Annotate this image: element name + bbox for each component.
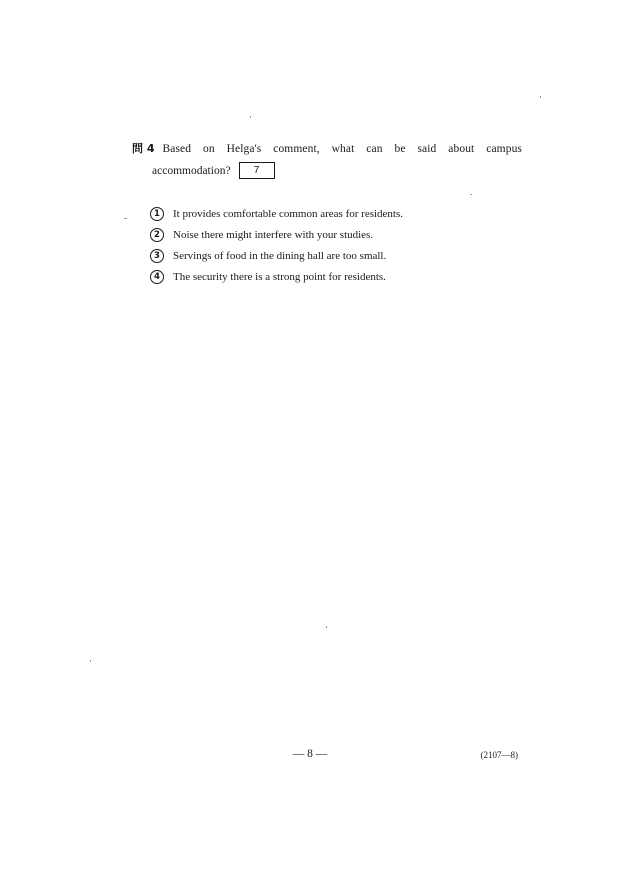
option-number-4: 4	[150, 270, 164, 284]
scan-speck	[470, 194, 472, 195]
option-3	[150, 245, 530, 266]
question-label: 問 4	[132, 142, 155, 155]
option-text-3: Servings of food in the dining hall are too small.	[173, 249, 387, 262]
scan-speck	[250, 116, 251, 118]
question-second-line	[152, 162, 522, 179]
scan-speck	[326, 626, 327, 628]
question-first-line	[132, 142, 522, 156]
question-text-line2: accommodation?	[152, 164, 231, 177]
question-4	[132, 142, 522, 179]
option-4	[150, 266, 530, 287]
question-text-line1: Based on Helga's comment, what can be said about campus	[162, 143, 522, 155]
option-text-4: The security there is a strong point for residents.	[173, 270, 386, 283]
option-text-2: Noise there might interfere with your studies.	[173, 228, 374, 241]
answer-box: 7	[239, 162, 275, 179]
option-number-2: 2	[150, 228, 164, 242]
scan-speck	[124, 218, 127, 219]
option-1	[150, 203, 530, 224]
option-list	[150, 203, 530, 287]
scan-speck	[90, 660, 91, 662]
option-2	[150, 224, 530, 245]
option-number-3: 3	[150, 249, 164, 263]
document-code: (2107—8)	[480, 750, 518, 760]
scan-speck	[540, 96, 541, 98]
page-number: — 8 —	[292, 748, 328, 760]
option-number-1: 1	[150, 207, 164, 221]
option-text-1: It provides comfortable common areas for residents.	[173, 207, 404, 220]
